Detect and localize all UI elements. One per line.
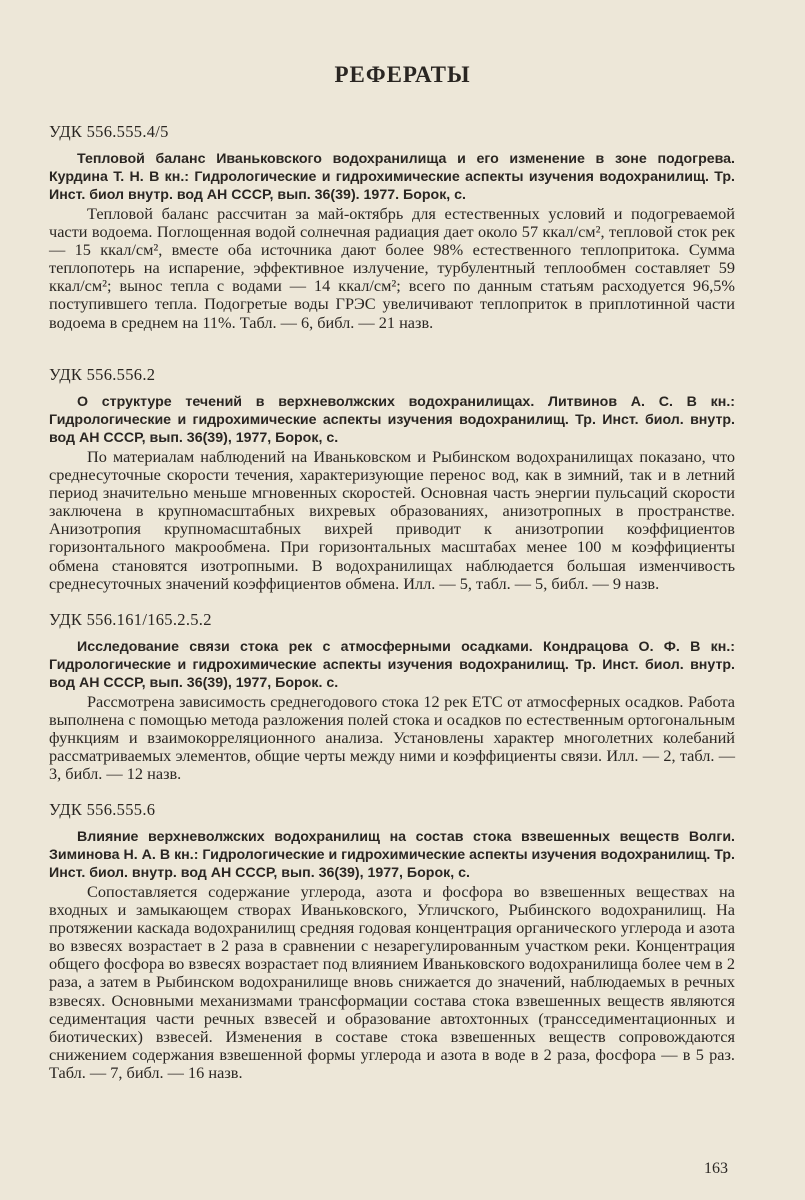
abstract-body: Рассмотрена зависимость среднегодового стока 12 рек ЕТС от атмосферных осадков. Работа выполнена с помощью метода разложения полей стока и осадков по естественным ортогональным функциям и взаимокорреляционного анализа. Установлены характер многолетних колебаний рассматриваемых элементов, общие черты между ними и коэффициенты связи. Илл. — 2, табл. — 3, библ. — 12 назв. [49, 692, 735, 784]
abstract-body: По материалам наблюдений на Иваньковском и Рыбинском водохранилищах показано, что среднесуточные скорости течения, характеризующие перенос вод, как в зимний, так и в летний период значительно меньше мгновенных скоростей. Основная часть энергии пульсаций скорости заключена в крупномасштабных вихревых образованиях, анизотропных в пространстве. Анизотропия крупномасштабных вихрей приводит к анизотропии коэффициентов горизонтального макрообмена. При горизонтальных масштабах менее 100 м коэффициенты обмена становятся изотропными. В водохранилищах наблюдается большая изменчивость среднесуточных значений коэффициентов обмена. Илл. — 5, табл. — 5, библ. — 9 назв. [49, 447, 735, 593]
page-number: 163 [704, 1160, 728, 1177]
abstract-entry [49, 800, 735, 1082]
udc-code: УДК 556.161/165.2.5.2 [49, 610, 212, 629]
abstract-body: Тепловой баланс рассчитан за май-октябрь для естественных условий и подогреваемой части водоема. Поглощенная водой солнечная радиация дает около 57 ккал/см², тепловой сток рек — 15 ккал/см², вместе оба источника дают более 98% естественного теплопритока. Сумма теплопотерь на испарение, эффективное излучение, турбулентный теплообмен составляет 59 ккал/см²; вынос тепла с водами — 14 ккал/см²; всего по данным статьям расходуется 96,5% поступившего тепла. Подогретые воды ГРЭС увеличивают теплоприток в приплотинной части водоема в среднем на 11%. Табл. — 6, библ. — 21 назв. [49, 204, 735, 332]
abstract-heading: О структуре течений в верхневолжских водохранилищах. Литвинов А. С. В кн.: Гидрологические и гидрохимические аспекты изучения водохранилищ. Тр. Инст. биол. внутр. вод АН СССР, вып. 36(39), 1977, Борок, с. [49, 394, 735, 446]
abstract-entry [49, 122, 735, 332]
page-title: РЕФЕРАТЫ [334, 62, 471, 87]
abstract-entry [49, 610, 735, 783]
abstract-entry [49, 365, 735, 593]
abstract-body: Сопоставляется содержание углерода, азота и фосфора во взвешенных веществах на входных и замыкающем створах Иваньковского, Угличского, Рыбинского водохранилищ. На протяжении каскада водохранилищ средняя годовая концентрация органического углерода и азота во взвесях возрастает в 2 раза в сравнении с незарегулированным участком реки. Концентрация общего фосфора во взвесях возрастает под влиянием Иваньковского водохранилища более чем в 2 раза, а затем в Рыбинском водохранилище вновь снижается до значений, наблюдаемых в речных взвесях. Основными механизмами трансформации состава стока взвешенных веществ являются седиментация части речных взвесей и образование автохтонных (трансседиментационных и биотических) взвесей. Изменения в составе стока взвешенных веществ сопровождаются снижением содержания взвешенной формы углерода и азота в воде в 2 раза, фосфора — в 5 раз. Табл. — 7, библ. — 16 назв. [49, 882, 735, 1082]
udc-code: УДК 556.556.2 [49, 365, 156, 384]
abstract-heading: Тепловой баланс Иваньковского водохранилища и его изменение в зоне подогрева. Курдина Т. Н. В кн.: Гидрологические и гидрохимические аспекты изучения водохранилищ. Тр. Инст. биол внутр. вод АН СССР, вып. 36(39). 1977. Борок, с. [49, 151, 735, 203]
abstract-heading: Влияние верхневолжских водохранилищ на состав стока взвешенных веществ Волги. Зиминова Н. А. В кн.: Гидрологические и гидрохимические аспекты изучения водохранилищ. Тр. Инст. биол. внутр. вод АН СССР, вып. 36(39), 1977, Борок, с. [49, 829, 735, 881]
udc-code: УДК 556.555.4/5 [49, 122, 169, 141]
abstract-heading: Исследование связи стока рек с атмосферными осадками. Кондрацова О. Ф. В кн.: Гидрологические и гидрохимические аспекты изучения водохранилищ. Тр. Инст. биол. внутр. вод АН СССР, вып. 36(39), 1977, Борок. с. [49, 639, 735, 691]
udc-code: УДК 556.555.6 [49, 800, 156, 819]
